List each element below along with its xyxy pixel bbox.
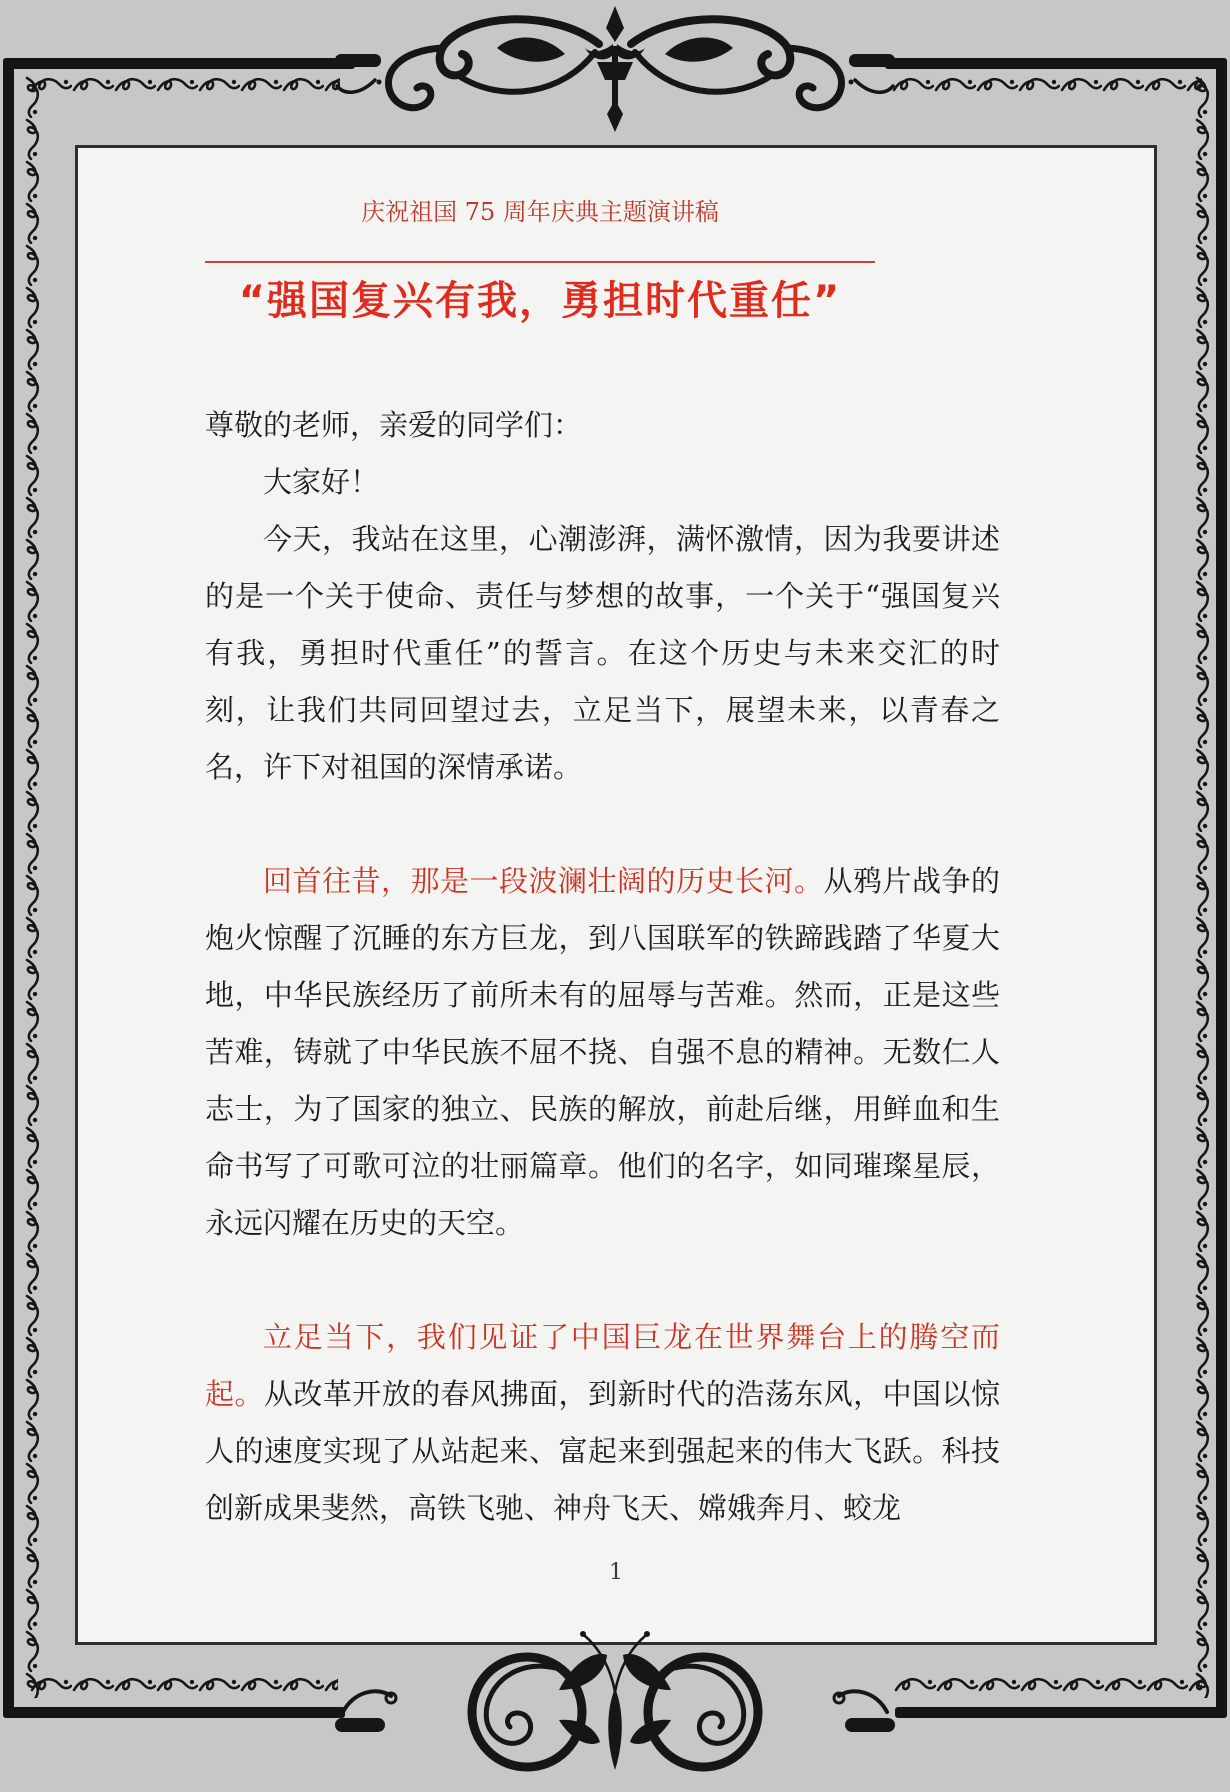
history-lead-red: 回首往昔，那是一段波澜壮阔的历史长河。 (263, 864, 824, 898)
frame-right-bar (1216, 58, 1227, 1718)
squiggle-border-right (1189, 76, 1211, 1698)
page-title: “强国复兴有我，勇担时代重任” (238, 278, 842, 324)
squiggle-border-top-left (30, 76, 340, 98)
page-number: 1 (609, 1560, 623, 1585)
frame-left-bar (3, 58, 14, 1718)
squiggle-border-top-right (892, 76, 1202, 98)
frame-bottom-bar-left (3, 1707, 345, 1718)
present-body-text: 从改革开放的春风拂面，到新时代的浩荡东风，中国以惊人的速度实现了从站起来、富起来到强起来的伟大飞跃。科技创新成果斐然，高铁飞驰、神舟飞天、嫦娥奔月、蛟龙 (205, 1377, 1000, 1525)
greeting-line: 尊敬的老师，亲爱的同学们： (205, 408, 583, 442)
salute-line: 大家好！ (263, 465, 380, 499)
history-body-text: 从鸦片战争的炮火惊醒了沉睡的东方巨龙，到八国联军的铁蹄践踏了华夏大地，中华民族经历了前所未有的屈辱与苦难。然而，正是这些苦难，铸就了中华民族不屈不挠、自强不息的精神。无数仁人志士，为了国家的独立、民族的解放，前赴后继，用鲜血和生命书写了可歌可泣的壮丽篇章。他们的名字，如同璀璨星辰，永远闪耀在历史的天空。 (205, 864, 1000, 1240)
squiggle-border-bottom-right (894, 1676, 1202, 1698)
squiggle-border-left (19, 76, 41, 1698)
squiggle-border-bottom-left (30, 1676, 338, 1698)
speech-body (205, 397, 1000, 1537)
frame-top-bar-right (885, 58, 1227, 69)
bottom-flourish-ornament (335, 1628, 895, 1790)
history-paragraph (205, 853, 1000, 1252)
top-flourish-ornament (335, 2, 895, 132)
document-content (205, 198, 1000, 1537)
frame-bottom-bar-right (895, 1707, 1227, 1718)
document-page (75, 145, 1157, 1645)
frame-top-bar-left (3, 58, 355, 69)
document-header: 庆祝祖国 75 周年庆典主题演讲稿 (205, 198, 875, 263)
present-paragraph (205, 1309, 1000, 1537)
present-lead-red: 立足当下，我们见证了中国巨龙在世界舞台上的腾空而起。 (205, 1320, 1000, 1411)
intro-paragraph: 今天，我站在这里，心潮澎湃，满怀激情，因为我要讲述的是一个关于使命、责任与梦想的故事，一个关于“强国复兴有我，勇担时代重任”的誓言。在这个历史与未来交汇的时刻，让我们共同回望过去，立足当下，展望未来，以青春之名，许下对祖国的深情承诺。 (205, 522, 1000, 784)
